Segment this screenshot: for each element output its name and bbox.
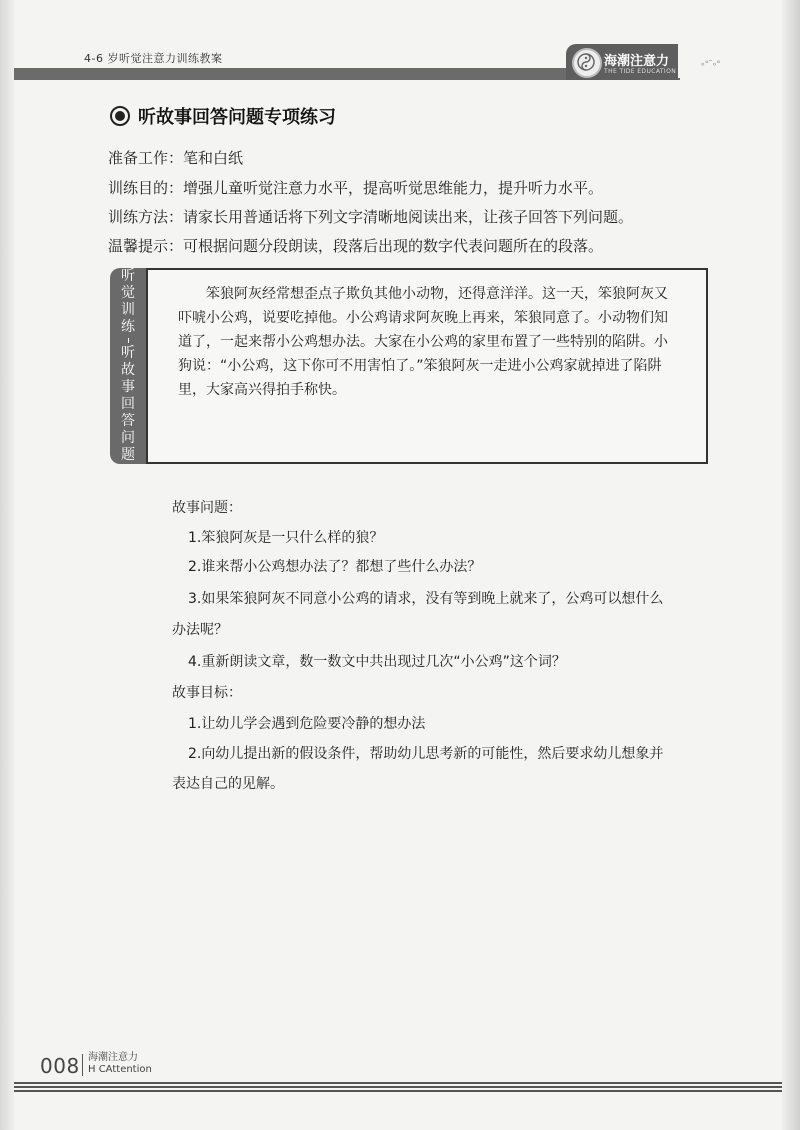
brand-logo-icon	[572, 48, 602, 78]
info-tip: 温馨提示：可根据问题分段朗读，段落后出现的数字代表问题所在的段落。	[108, 237, 604, 255]
side-tab-char: 训	[121, 302, 135, 318]
section-heading	[110, 103, 336, 129]
header-decoration: ∘°˜∘°	[700, 60, 720, 70]
brand-name: 海潮注意力	[604, 54, 670, 69]
side-tab-char: 故	[121, 362, 135, 378]
goals-heading: 故事目标：	[172, 685, 242, 701]
side-tab-char: 答	[121, 413, 135, 429]
side-tab	[110, 268, 146, 464]
page-edge-left	[0, 0, 14, 1130]
page-edge-right	[782, 0, 800, 1130]
side-tab-part2	[121, 345, 135, 464]
footer-brand	[88, 1052, 152, 1076]
info-purpose: 训练目的：增强儿童听觉注意力水平，提高听觉思维能力，提升听力水平。	[108, 179, 604, 197]
question-2: 2.谁来帮小公鸡想办法了？都想了些什么办法？	[188, 559, 482, 575]
side-tab-char: 觉	[121, 285, 135, 301]
target-bullet-icon	[110, 106, 130, 126]
question-3: 3.如果笨狼阿灰不同意小公鸡的请求，没有等到晚上就来了，公鸡可以想什么	[188, 591, 664, 607]
story-box	[146, 268, 708, 464]
side-tab-char: 练	[121, 319, 135, 335]
question-1: 1.笨狼阿灰是一只什么样的狼？	[188, 530, 384, 546]
footer-separator	[82, 1054, 83, 1076]
side-tab-char: 事	[121, 379, 135, 395]
section-title: 听故事回答问题专项练习	[138, 107, 336, 128]
side-tab-char: 回	[121, 396, 135, 412]
header-bar	[14, 68, 580, 80]
side-tab-char: 听	[121, 268, 135, 284]
side-tab-char: 题	[121, 447, 135, 463]
side-tab-divider	[128, 338, 129, 343]
goal-1: 1.让幼儿学会遇到危险要冷静的想办法	[188, 716, 426, 732]
footer-rules	[14, 1082, 782, 1094]
side-tab-char: 问	[121, 430, 135, 446]
goal-2-continued: 表达自己的见解。	[172, 776, 284, 792]
question-4: 4.重新朗读文章，数一数文中共出现过几次“小公鸡”这个词？	[188, 654, 566, 670]
footer-brand-cn: 海潮注意力	[88, 1052, 138, 1063]
side-tab-part1	[121, 268, 135, 336]
questions-heading: 故事问题：	[172, 500, 242, 516]
footer-brand-en: H CAttention	[88, 1064, 152, 1075]
brand-subtitle: THE TIDE EDUCATION	[604, 68, 677, 75]
story-text: 笨狼阿灰经常想歪点子欺负其他小动物，还得意洋洋。这一天，笨狼阿灰又吓唬小公鸡，说要吃掉他。小公鸡请求阿灰晚上再来，笨狼同意了。小动物们知道了，一起来帮小公鸡想办法。大家在小公鸡的家里布置了一些特别的陷阱。小狗说：“小公鸡，这下你可不用害怕了。”笨狼阿灰一走进小公鸡家就掉进了陷阱里，大家高兴得拍手称快。	[178, 286, 668, 398]
running-header-title: 4-6 岁听觉注意力训练教案	[84, 52, 223, 65]
goal-2: 2.向幼儿提出新的假设条件，帮助幼儿思考新的可能性，然后要求幼儿想象并	[188, 746, 664, 762]
info-preparation: 准备工作：笔和白纸	[108, 149, 244, 167]
side-tab-char: 听	[121, 345, 135, 361]
info-method: 训练方法：请家长用普通话将下列文字清晰地阅读出来，让孩子回答下列问题。	[108, 208, 634, 226]
question-3-continued: 办法呢？	[172, 622, 228, 638]
page-number: 008	[40, 1054, 80, 1078]
